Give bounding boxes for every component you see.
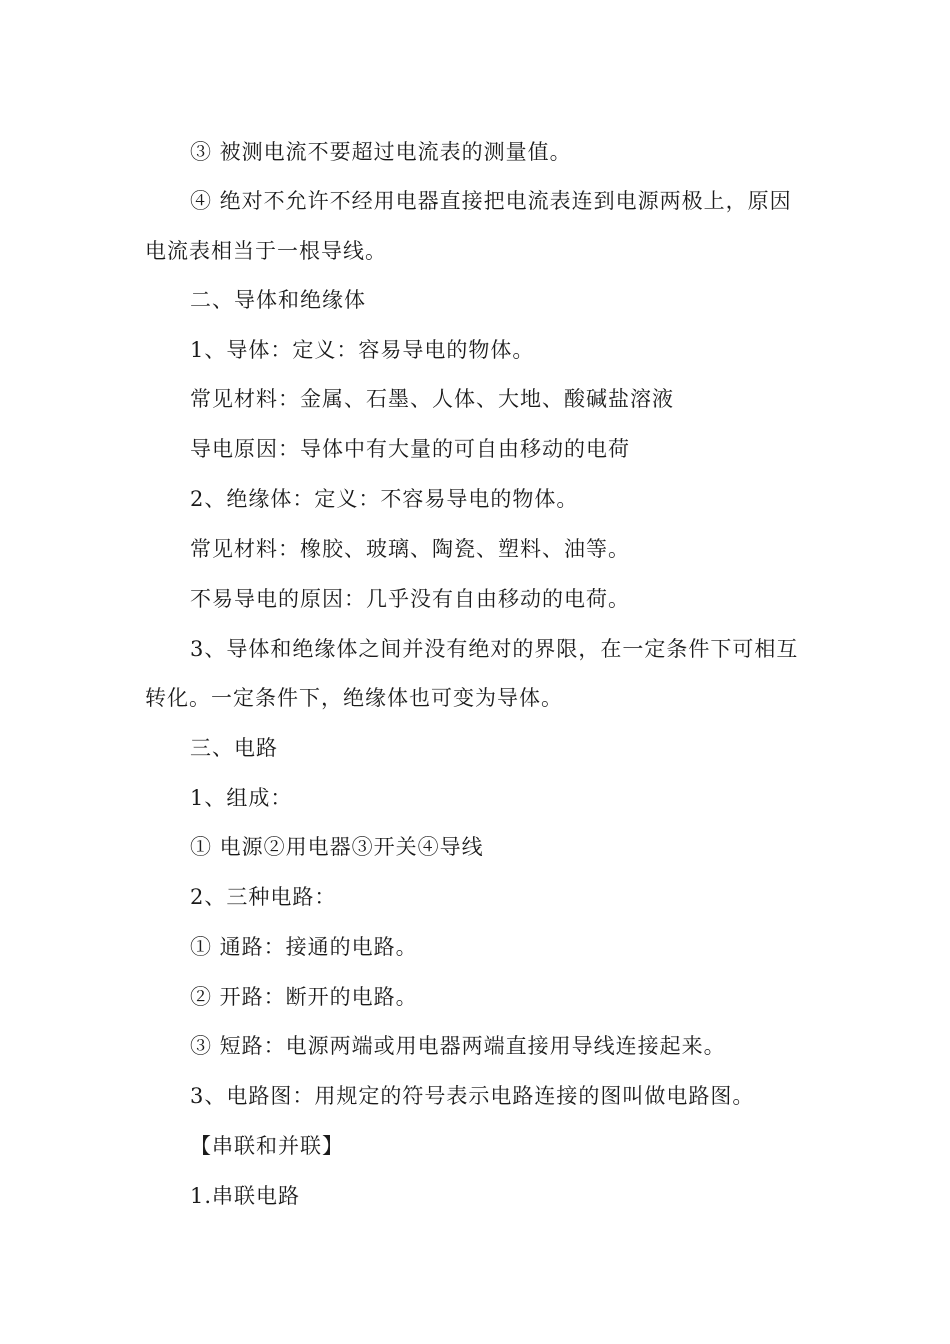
section-heading-circuit: 三、电路 [190, 736, 278, 760]
conversion-note-continued: 转化。一定条件下，绝缘体也可变为导体。 [145, 686, 563, 710]
circuit-composition-heading: 1、组成： [190, 786, 293, 810]
insulator-definition: 2、绝缘体：定义：不容易导电的物体。 [190, 487, 579, 511]
closed-circuit: ① 通路：接通的电路。 [190, 935, 418, 959]
short-circuit: ③ 短路：电源两端或用电器两端直接用导线连接起来。 [190, 1034, 726, 1058]
section-heading-series-parallel: 【串联和并联】 [190, 1134, 344, 1158]
conductor-definition: 1、导体：定义：容易导电的物体。 [190, 338, 535, 362]
conversion-note: 3、导体和绝缘体之间并没有绝对的界限，在一定条件下可相互 [190, 637, 799, 661]
ammeter-rule-4: ④ 绝对不允许不经用电器直接把电流表连到电源两极上，原因 [190, 189, 792, 213]
ammeter-rule-3: ③ 被测电流不要超过电流表的测量值。 [190, 140, 572, 164]
circuit-diagram-definition: 3、电路图：用规定的符号表示电路连接的图叫做电路图。 [190, 1084, 755, 1108]
insulator-materials: 常见材料：橡胶、玻璃、陶瓷、塑料、油等。 [190, 537, 630, 561]
series-circuit-heading: 1.串联电路 [190, 1184, 301, 1208]
conductor-reason: 导电原因：导体中有大量的可自由移动的电荷 [190, 437, 630, 461]
ammeter-rule-4-continued: 电流表相当于一根导线。 [145, 239, 387, 263]
open-circuit: ② 开路：断开的电路。 [190, 985, 418, 1009]
section-heading-conductors-insulators: 二、导体和绝缘体 [190, 288, 366, 312]
circuit-components: ① 电源②用电器③开关④导线 [190, 835, 484, 859]
insulator-reason: 不易导电的原因：几乎没有自由移动的电荷。 [190, 587, 630, 611]
conductor-materials: 常见材料：金属、石墨、人体、大地、酸碱盐溶液 [190, 387, 674, 411]
circuit-types-heading: 2、三种电路： [190, 885, 337, 909]
